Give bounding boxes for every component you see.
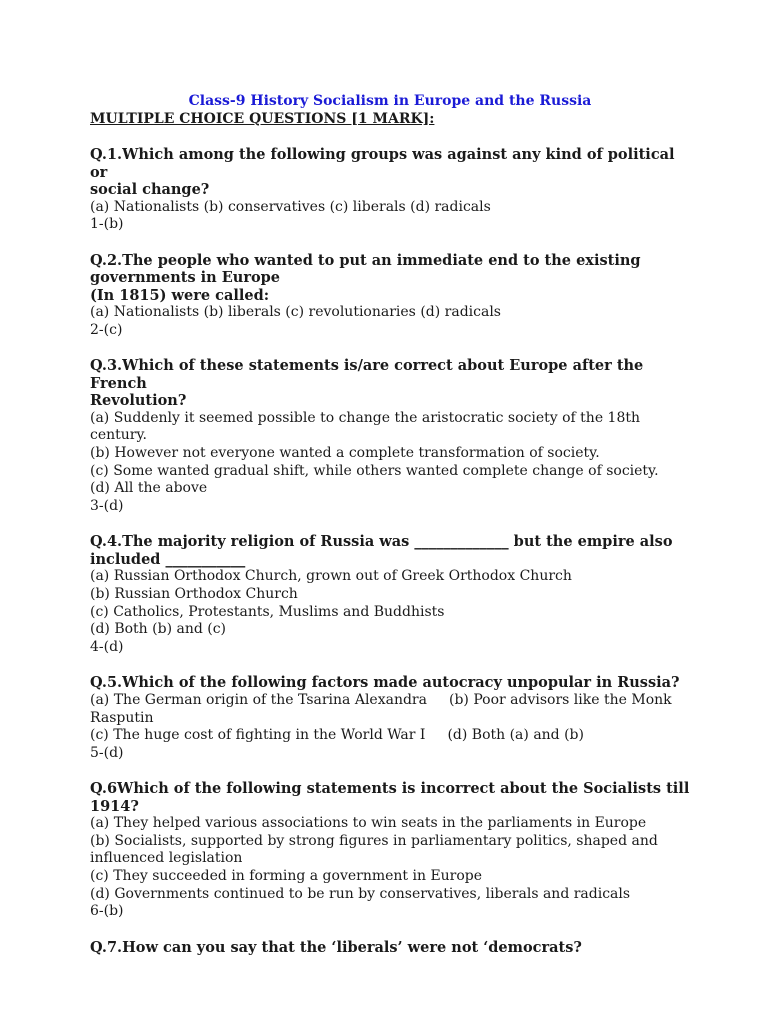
option-line: (c) They succeeded in forming a government in Europe bbox=[90, 868, 483, 885]
answer: 2-(c) bbox=[90, 321, 123, 338]
question-2 bbox=[90, 252, 690, 340]
question-text: Q.5.Which of the following factors made autocracy unpopular in Russia? bbox=[90, 674, 680, 692]
question-text: Q.1.Which among the following groups was against any kind of political or social change? bbox=[90, 146, 675, 198]
question-3 bbox=[90, 357, 690, 515]
option-line: (a) Russian Orthodox Church, grown out of Greek Orthodox Church bbox=[90, 568, 572, 585]
option-line: (a) The German origin of the Tsarina Alexandra (b) Poor advisors like the Monk bbox=[90, 691, 672, 708]
option-line: (c) Some wanted gradual shift, while others wanted complete change of society. bbox=[90, 462, 659, 479]
question-6 bbox=[90, 780, 690, 921]
option-line: (b) However not everyone wanted a complete transformation of society. bbox=[90, 445, 600, 462]
answer: 4-(d) bbox=[90, 638, 124, 655]
section-heading: MULTIPLE CHOICE QUESTIONS [1 MARK]: bbox=[90, 111, 435, 127]
option-line: influenced legislation bbox=[90, 850, 243, 867]
option-line: (c) Catholics, Protestants, Muslims and Buddhists bbox=[90, 603, 445, 620]
option-line: (a) Nationalists (b) conservatives (c) liberals (d) radicals bbox=[90, 198, 491, 215]
question-4 bbox=[90, 533, 690, 656]
question-5 bbox=[90, 674, 690, 762]
document-title: Class-9 History Socialism in Europe and the Russia bbox=[188, 93, 592, 109]
question-7 bbox=[90, 939, 690, 957]
answer: 5-(d) bbox=[90, 744, 124, 761]
option-line: (b) Socialists, supported by strong figures in parliamentary politics, shaped and bbox=[90, 832, 658, 849]
document-page bbox=[90, 92, 690, 974]
answer: 1-(b) bbox=[90, 216, 124, 233]
answer: 3-(d) bbox=[90, 497, 124, 514]
question-text: Q.2.The people who wanted to put an immediate end to the existing governments in Europe (In 1815) were called: bbox=[90, 251, 641, 304]
option-line: Rasputin bbox=[90, 709, 154, 726]
question-1 bbox=[90, 146, 690, 234]
question-text: Q.4.The majority religion of Russia was _____________ but the empire also included ___________ bbox=[90, 533, 673, 568]
question-text: Q.7.How can you say that the ‘liberals’ were not ‘democrats? bbox=[90, 938, 582, 956]
answer: 6-(b) bbox=[90, 903, 124, 920]
option-line: (a) Nationalists (b) liberals (c) revolutionaries (d) radicals bbox=[90, 304, 501, 321]
question-text: Q.3.Which of these statements is/are correct about Europe after the French Revolution? bbox=[90, 357, 644, 410]
option-line: (d) Both (b) and (c) bbox=[90, 621, 227, 638]
option-line: (c) The huge cost of fighting in the World War I (d) Both (a) and (b) bbox=[90, 727, 584, 744]
question-text: Q.6Which of the following statements is incorrect about the Socialists till 1914? bbox=[90, 780, 690, 815]
option-line: (b) Russian Orthodox Church bbox=[90, 586, 298, 603]
option-line: (a) They helped various associations to win seats in the parliaments in Europe bbox=[90, 815, 647, 832]
option-line: (d) All the above bbox=[90, 480, 208, 497]
option-line: (a) Suddenly it seemed possible to change the aristocratic society of the 18th century. bbox=[90, 409, 641, 444]
option-line: (d) Governments continued to be run by conservatives, liberals and radicals bbox=[90, 885, 631, 902]
